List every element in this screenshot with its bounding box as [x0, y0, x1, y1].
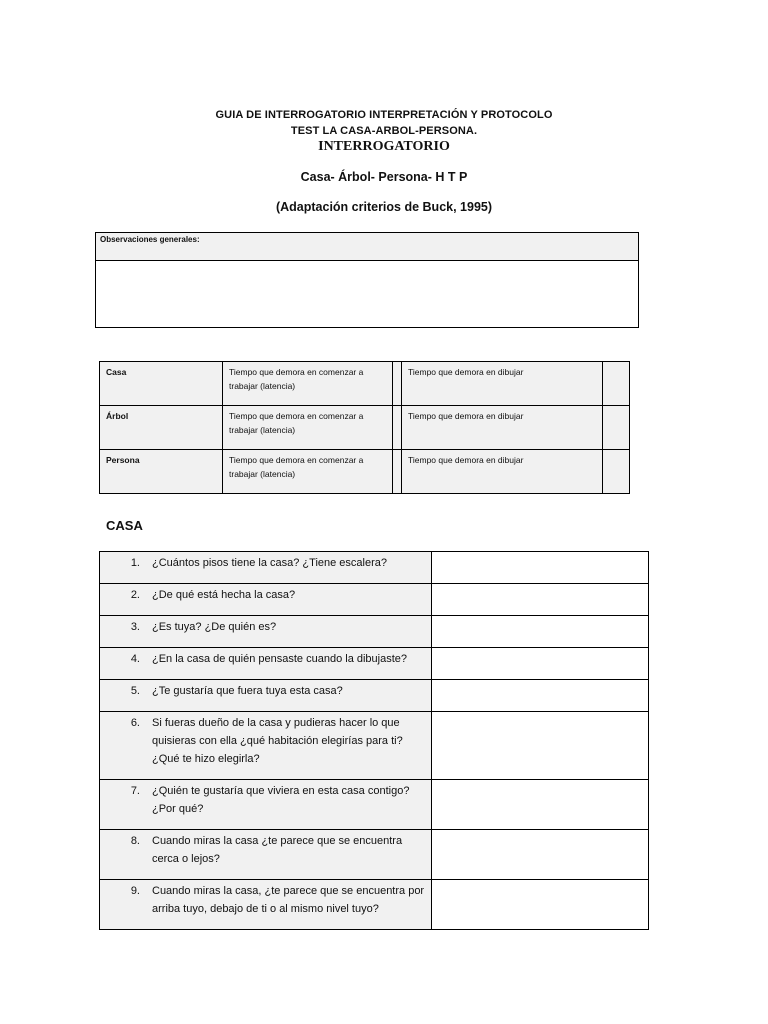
latency-value-cell[interactable]	[393, 406, 402, 450]
question-number: 4.	[130, 653, 140, 665]
adaptation-note: (Adaptación criterios de Buck, 1995)	[275, 200, 493, 214]
question-row	[100, 648, 649, 680]
timing-row-label: Árbol	[100, 406, 223, 450]
questions-table	[99, 551, 649, 930]
question-text: Cuando miras la casa ¿te parece que se encuentra cerca o lejos?	[152, 835, 403, 865]
answer-cell[interactable]	[432, 830, 649, 880]
question-text: ¿Cuántos pisos tiene la casa? ¿Tiene escalera?	[152, 557, 387, 569]
question-row	[100, 552, 649, 584]
page-subtitle: Casa- Árbol- Persona- H T P	[300, 170, 468, 184]
question-number: 2.	[130, 589, 140, 601]
timing-table	[99, 361, 630, 494]
answer-cell[interactable]	[432, 680, 649, 712]
question-cell	[100, 616, 432, 648]
question-text: ¿Es tuya? ¿De quién es?	[152, 621, 277, 633]
question-cell	[100, 680, 432, 712]
observations-field[interactable]	[96, 261, 638, 326]
question-cell	[100, 712, 432, 780]
answer-cell[interactable]	[432, 616, 649, 648]
question-text: ¿En la casa de quién pensaste cuando la dibujaste?	[152, 653, 408, 665]
question-text: ¿Te gustaría que fuera tuya esta casa?	[152, 685, 343, 697]
question-number: 7.	[130, 785, 140, 797]
section-title-casa: CASA	[106, 518, 143, 533]
question-number: 8.	[130, 835, 140, 847]
latency-label: Tiempo que demora en comenzar a trabajar (latencia)	[223, 406, 393, 450]
question-row	[100, 830, 649, 880]
drawing-time-value-cell[interactable]	[603, 406, 630, 450]
question-text: Cuando miras la casa, ¿te parece que se encuentra por arriba tuyo, debajo de ti o al mismo nivel tuyo?	[152, 885, 425, 915]
latency-value-cell[interactable]	[393, 450, 402, 494]
timing-row	[100, 450, 630, 494]
timing-row	[100, 362, 630, 406]
question-cell	[100, 584, 432, 616]
question-row	[100, 880, 649, 930]
header-line-2: TEST LA CASA-ARBOL-PERSONA.	[290, 125, 478, 137]
drawing-time-value-cell[interactable]	[603, 362, 630, 406]
question-row	[100, 616, 649, 648]
question-cell	[100, 880, 432, 930]
question-row	[100, 780, 649, 830]
observations-box	[95, 232, 639, 328]
page-title: INTERROGATORIO	[318, 139, 450, 154]
question-number: 6.	[130, 717, 140, 729]
question-cell	[100, 830, 432, 880]
answer-cell[interactable]	[432, 648, 649, 680]
question-number: 1.	[130, 557, 140, 569]
latency-label: Tiempo que demora en comenzar a trabajar (latencia)	[223, 450, 393, 494]
question-text: Si fueras dueño de la casa y pudieras hacer lo que quisieras con ella ¿qué habitación elegirías para ti? ¿Qué te hizo elegirla?	[152, 717, 403, 765]
question-row	[100, 712, 649, 780]
drawing-time-label: Tiempo que demora en dibujar	[402, 362, 603, 406]
question-cell	[100, 648, 432, 680]
answer-cell[interactable]	[432, 780, 649, 830]
question-number: 5.	[130, 685, 140, 697]
drawing-time-label: Tiempo que demora en dibujar	[402, 450, 603, 494]
answer-cell[interactable]	[432, 552, 649, 584]
header-line-1: GUIA DE INTERROGATORIO INTERPRETACIÓN Y PROTOCOLO	[215, 109, 553, 121]
timing-row-label: Persona	[100, 450, 223, 494]
observations-label: Observaciones generales:	[96, 233, 638, 261]
drawing-time-value-cell[interactable]	[603, 450, 630, 494]
question-cell	[100, 552, 432, 584]
latency-value-cell[interactable]	[393, 362, 402, 406]
drawing-time-label: Tiempo que demora en dibujar	[402, 406, 603, 450]
question-number: 9.	[130, 885, 140, 897]
question-text: ¿Quién te gustaría que viviera en esta casa contigo? ¿Por qué?	[152, 785, 410, 815]
question-row	[100, 584, 649, 616]
question-number: 3.	[130, 621, 140, 633]
timing-row	[100, 406, 630, 450]
answer-cell[interactable]	[432, 880, 649, 930]
question-row	[100, 680, 649, 712]
answer-cell[interactable]	[432, 712, 649, 780]
question-text: ¿De qué está hecha la casa?	[152, 589, 296, 601]
question-cell	[100, 780, 432, 830]
answer-cell[interactable]	[432, 584, 649, 616]
latency-label: Tiempo que demora en comenzar a trabajar (latencia)	[223, 362, 393, 406]
timing-row-label: Casa	[100, 362, 223, 406]
